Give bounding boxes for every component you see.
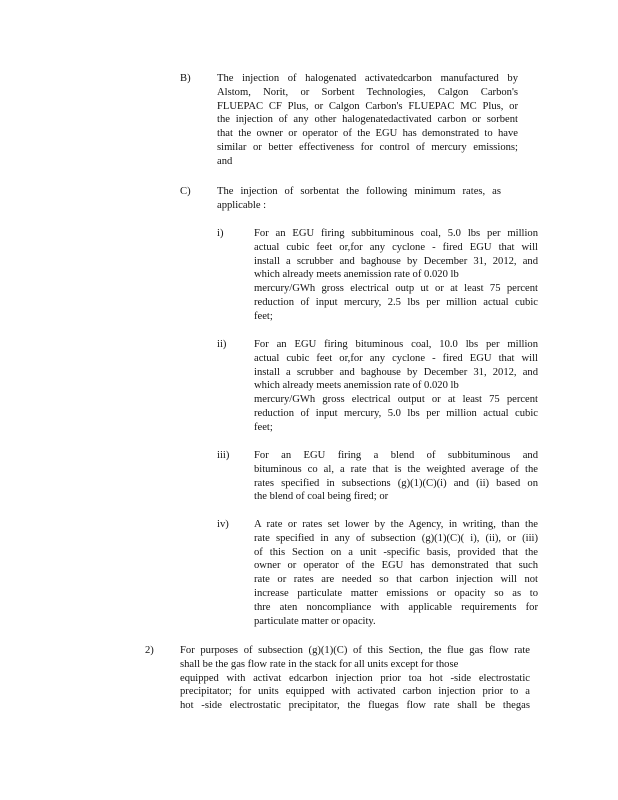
text-line: that the owner or operator of the EGU has demonstrated to have <box>217 128 518 140</box>
text-line: particulate matter or opacity. <box>254 615 376 627</box>
text-line: feet; <box>254 421 273 433</box>
text-line: increase particulate matter emissions or opacity so as to <box>254 587 538 599</box>
item-text-iv <box>254 518 538 628</box>
item-text-ii <box>254 338 538 435</box>
text-line: similar or better effectiveness for control of mercury emissions; <box>217 141 518 153</box>
text-line: hot -side electrostatic precipitator, the fluegas flow rate shall be thegas <box>180 700 530 712</box>
text-line: feet; <box>254 310 273 322</box>
text-line: rate or rates are needed so that carbon injection will not <box>254 574 538 586</box>
text-line: FLUEPAC CF Plus, or Calgon Carbon's FLUEPAC MC Plus, or <box>217 100 518 112</box>
text-line: which already meets anemission rate of 0.020 lb <box>254 269 459 281</box>
text-line: For purposes of subsection (g)(1)(C) of this Section, the flue gas flow rate <box>180 645 530 656</box>
text-line: rate specified in any of subsection (g)(1)(C)( i), (ii), or (iii) <box>254 532 538 544</box>
text-line: thre aten noncompliance with applicable requirements for <box>254 601 538 613</box>
item-label-ii: ii) <box>217 339 227 350</box>
text-line: applicable : <box>217 199 267 211</box>
text-line: The injection of halogenated activatedcarbon manufactured by <box>217 73 518 84</box>
text-line: install a scrubber and baghouse by December 31, 2012, and <box>254 366 538 378</box>
item-label-iv: iv) <box>217 519 229 530</box>
text-line: reduction of input mercury, 2.5 lbs per million actual cubic <box>254 296 538 308</box>
text-line: shall be the gas flow rate in the stack for all units except for those <box>180 658 459 670</box>
text-line: A rate or rates set lower by the Agency, in writing, than the <box>254 519 538 530</box>
text-line: For an EGU firing subbituminous coal, 5.0 lbs per million <box>254 228 538 239</box>
text-line: For an EGU firing a blend of subbituminous and <box>254 450 538 461</box>
item-text-i <box>254 227 538 324</box>
text-line: the injection of any other halogenatedactivated carbon or sorbent <box>217 114 518 126</box>
item-label-i: i) <box>217 228 224 239</box>
item-text-b <box>217 72 518 169</box>
item-text-2 <box>180 644 530 713</box>
text-line: install a scrubber and baghouse by December 31, 2012, and <box>254 255 538 267</box>
item-label-c: C) <box>180 186 191 197</box>
text-line: actual cubic feet or,for any cyclone - fired EGU that will <box>254 352 538 364</box>
text-line: actual cubic feet or,for any cyclone - fired EGU that will <box>254 241 538 253</box>
item-label-b: B) <box>180 73 191 84</box>
text-line: which already meets anemission rate of 0.020 lb <box>254 380 459 392</box>
text-line: of this Section on a unit -specific basis, provided that the <box>254 546 538 558</box>
text-line: For an EGU firing bituminous coal, 10.0 lbs per million <box>254 339 538 350</box>
text-line: precipitator; for units equipped with activated carbon injection prior to a <box>180 686 530 698</box>
text-line: reduction of input mercury, 5.0 lbs per million actual cubic <box>254 407 538 419</box>
text-line: the blend of coal being fired; or <box>254 491 389 503</box>
text-line: The injection of sorbentat the following minimum rates, as <box>217 186 501 197</box>
text-line: mercury/GWh gross electrical output or at least 75 percent <box>254 394 538 406</box>
item-text-iii <box>254 449 538 504</box>
item-label-2: 2) <box>145 645 154 656</box>
item-label-iii: iii) <box>217 450 230 461</box>
text-line: Alstom, Norit, or Sorbent Technologies, Calgon Carbon's <box>217 86 518 98</box>
text-line: bituminous co al, a rate that is the weighted average of the <box>254 463 538 475</box>
item-text-c <box>217 185 501 213</box>
text-line: rates specified in subsections (g)(1)(C)(i) and (ii) based on <box>254 477 538 489</box>
text-line: owner or operator of the EGU has demonstrated that such <box>254 560 538 572</box>
text-line: equipped with activat edcarbon injection prior toa hot -side electrostatic <box>180 672 530 684</box>
text-line: and <box>217 155 233 167</box>
text-line: mercury/GWh gross electrical outp ut or at least 75 percent <box>254 283 538 295</box>
